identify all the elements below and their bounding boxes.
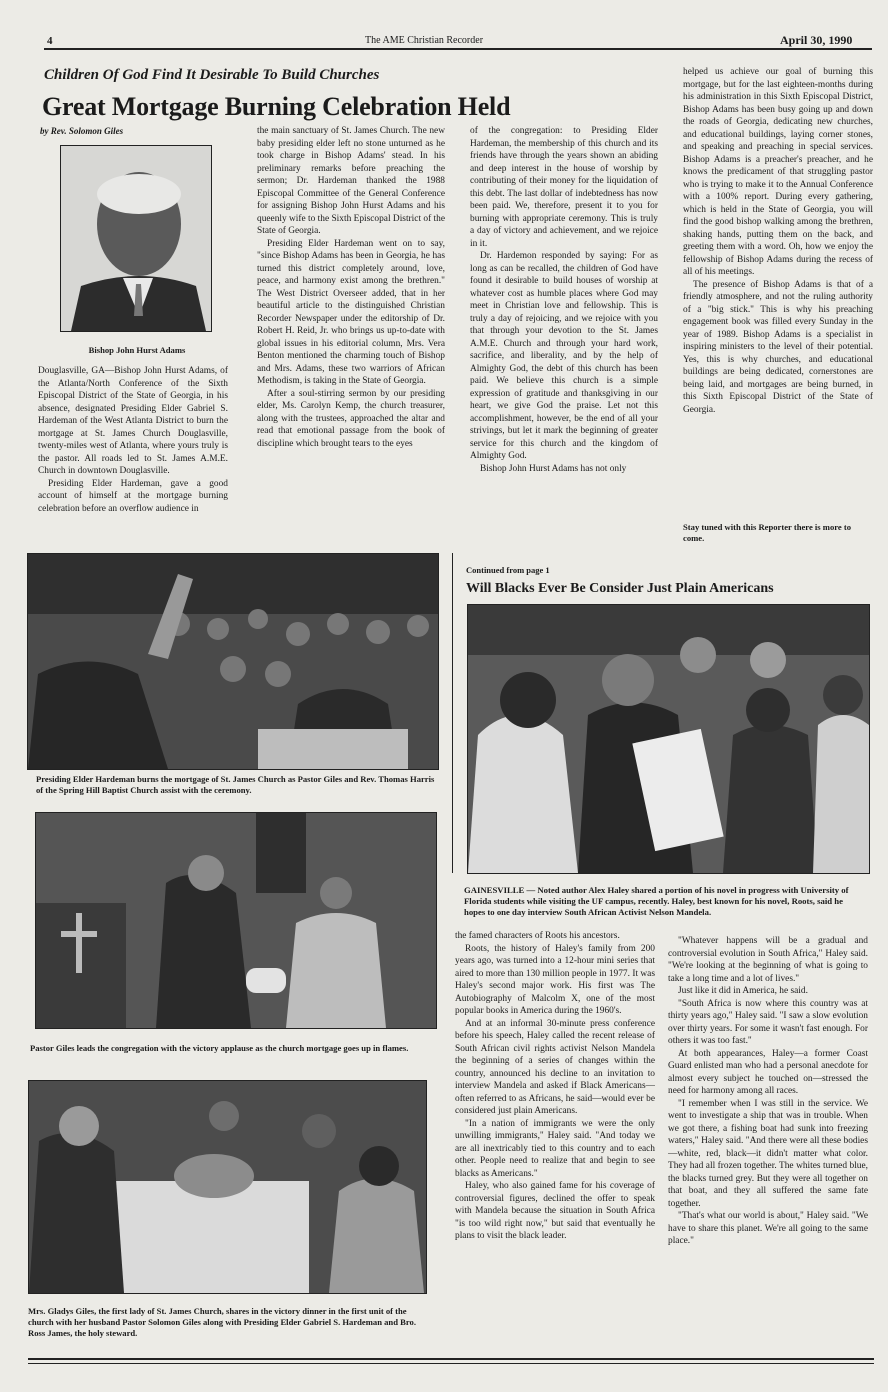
photo3-caption: Mrs. Gladys Giles, the first lady of St. James Church, shares in the victory dinner in the first unit of the church with her husband Pastor Solomon Giles along with Presiding Elder Gabriel S. Hardeman and Bro. Ross James, the holy steward.	[28, 1306, 416, 1338]
article2-headline: Will Blacks Ever Be Consider Just Plain Americans	[466, 581, 774, 596]
paragraph: Haley, who also gained fame for his coverage of controversial figures, declined the offer to speak with Mandela because the situation in South Africa "is too wild right now," but said that eventually he plans to visit the black leader.	[455, 1181, 655, 1241]
paragraph: helped us achieve our goal of burning this mortgage, but for the last eighteen-months during his administration in this Sixth Episcopal District, Bishop Adams has been busy going up and down the roads of Georgia, dedicating new churches, and educational buildings, laying corner stones, and speaking and preaching in special services. Bishop Adams is a preacher's preacher, and he knows the predicament of that struggling pastor who is trying to make it to the Annual Conference with a 100% report. During every gathering, which is held in the State of Georgia, you will find the good bishop walking among the brethren, shaking hands, putting them on the back, and greeting them with a word. Oh, how we enjoy the fellowship of Bishop Adams during the recess of all of his meetings.	[683, 67, 873, 277]
paragraph: "In a nation of immigrants we were the only unwilling immigrants," Haley said. "And today we are all inextricably tied to this country and to each other. People need to realize that and begin to see blacks as Americans."	[455, 1118, 655, 1179]
paragraph: "South Africa is now where this country was at thirty years ago," Haley said. "I saw a slow evolution over thirty years. For some it wasn't fast enough. For others it was too fast."	[668, 998, 868, 1046]
top-rule	[44, 48, 872, 50]
article2-photo-caption: GAINESVILLE — Noted author Alex Haley shared a portion of his novel in progress with University of Florida students while visiting the UF campus, recently. Haley, best known for his novel, Roots, said he hopes to one day interview South African Activist Nelson Mandela.	[464, 885, 849, 917]
page-number: 4	[47, 35, 53, 47]
photo1-caption: Presiding Elder Hardeman burns the mortgage of St. James Church as Pastor Giles and Rev. Thomas Harris of the Spring Hill Baptist Church assist with the ceremony.	[36, 774, 435, 795]
paragraph: Roots, the history of Haley's family from 200 years ago, was turned into a 12-hour mini series that aired to more than 130 million people in 1977. It was Haley's second major work. His first was The Autobiography of Malcolm X, one of the most popular books in America during the 1960's.	[455, 943, 655, 1016]
article1-column-2	[257, 125, 445, 543]
article1-column-4	[683, 66, 873, 506]
portrait-illustration	[61, 146, 211, 331]
paragraph: Bishop John Hurst Adams has not only	[480, 463, 627, 474]
paragraph: Just like it did in America, he said.	[678, 986, 808, 996]
haley-illustration	[468, 605, 869, 873]
paragraph: Presiding Elder Hardeman, gave a good account of himself at the mortgage burning celebration before an overflow audience in	[38, 478, 228, 514]
paragraph: Dr. Hardemon responded by saying: For as long as can be recalled, the children of God have found it desirable to build houses of worship at whatever cost as humble places where God may meet in Christian love and fellowship. This is truly a day of rejoicing, and we rejoice with you that through your devotion to the St. James A.M.E. Church and through your hard work, sacrifice, and liberality, and by the help of Almighty God, the debt of this church has been paid. We believe this church is a simple expression of gratitude and thanksgiving in our heart, we give God the praise. Let not this accomplishment, however, be the end of all your strivings, but let it mark the beginning of greater service for this church and the kingdom of Almighty God.	[470, 251, 658, 461]
paragraph: At both appearances, Haley—a former Coast Guard enlisted man who had a personal anecdote for almost every subject he touched on—stressed the need for harmony among all races.	[668, 1048, 868, 1096]
crowd-illustration	[28, 554, 438, 769]
alex-haley-photo	[467, 604, 870, 874]
dinner-illustration	[29, 1081, 426, 1293]
article1-headline: Great Mortgage Burning Celebration Held	[42, 92, 511, 121]
paragraph: "I remember when I was still in the service. We went to investigate a ship that was in trouble. When we got there, a fishing boat had sunk into freezing waters," Haley said. "And there were all these bodies—white, red, black—it didn't matter what color. They had all frozen together. The whites turned blue, the blacks turned grey. But they were all together on that boat, and they all suffered the same fate together.	[668, 1098, 868, 1209]
victory-applause-photo	[35, 812, 437, 1029]
article1-byline: by Rev. Solomon Giles	[40, 126, 124, 136]
continued-from-label: Continued from page 1	[466, 565, 550, 575]
paragraph: "Whatever happens will be a gradual and controversial evolution in South Africa," Haley said. "We're looking at the beginning of what is going to take a long time and a lot of lives."	[668, 936, 868, 984]
mortgage-burning-photo	[27, 553, 439, 770]
paragraph: Douglasville, GA—Bishop John Hurst Adams, of the Atlanta/North Conference of the Sixth Episcopal District of the State of Georgia, in his absence, designated Presiding Elder Gabriel S. Hardeman of the West Atlanta District to burn the mortgage at St. James Church Douglasville, twenty-miles west of Atlanta, where yours truly is the pastor. All roads led to St. James A.M.E. Church in downtown Douglasville.	[38, 366, 228, 476]
article1-column-3	[470, 125, 658, 550]
bottom-rule-thin	[28, 1363, 874, 1364]
portrait-caption: Bishop John Hurst Adams	[88, 345, 186, 355]
paragraph: of the congregation: to Presiding Elder Hardeman, the membership of this church and its friends have through the years shown an abiding and deep interest in the house of worship by contributing of their money for the liquidation of this debt. The last dollar of indebtedness has now been paid. We, therefore, present it to you for burning with appropriate ceremony. This is truly a day of victory and achievement, and we rejoice in it.	[470, 126, 658, 249]
paper-name: The AME Christian Recorder	[365, 35, 484, 46]
paragraph: Presiding Elder Hardeman went on to say, "since Bishop Adams has been in Georgia, he has turned this district completely around, love, peace, and harmony exist among the brethren." The West District Overseer added, that in her beautiful article to the distinguished Christian Recorder Newspaper under the editorship of Dr. Robert H. Reid, Jr. who brings us up-to-date with global issues in his editorial column, Mrs. Vera Benton mentioned the charming touch of Bishop and Mrs. Adams, these two warriors of African Methodism, is taking in the State of Georgia.	[257, 238, 445, 386]
bottom-rule	[28, 1358, 874, 1360]
paragraph: And at an informal 30-minute press conference before his speech, Haley called the recent release of South African civil rights activist Nelson Mandela the beginning of a series of changes within the country, announced his decline to an invitation to interview Mandela and asked if Black Americans—often referred to as Africans, he said—would ever be considered just plain Americans.	[455, 1018, 655, 1116]
article2-column-1	[455, 930, 655, 1355]
paragraph: The presence of Bishop Adams is that of a friendly atmosphere, and not the ruling authority of a "big stick." This is why his preaching engagement book was filled every Sunday in the year of 1989. Bishop Adams is a specialist in inspiring ministers to the level of their potential. Yes, this is why churches, and educational buildings are being dedicated, cornerstones are being laid, and mortgages are being burned, in this Sixth Episcopal District of the State of Georgia.	[683, 279, 873, 415]
paragraph: After a soul-stirring sermon by our presiding elder, Ms. Carolyn Kemp, the church treasurer, along with the trustees, approached the altar and read that emotional passage from the book of discipline which brought tears to the eyes	[257, 388, 445, 449]
bishop-portrait-photo	[60, 145, 212, 332]
paragraph: "That's what our world is about," Haley said. "We have to share this planet. We're all going to the same place."	[668, 1211, 868, 1246]
article2-box-left-rule	[452, 553, 453, 873]
victory-dinner-photo	[28, 1080, 427, 1294]
article1-column-1	[38, 365, 228, 540]
paragraph: the main sanctuary of St. James Church. The new baby presiding elder left no stone unturned as he took charge in Bishop Adams' stead. In his preliminary remarks before preaching the sermon; Dr. Hardeman thanked the 1988 Episcopal Committee of the General Conference for assigning Bishop John Hurst Adams and his queenly wife to the Sixth Episcopal District of the State of Georgia.	[257, 126, 445, 236]
applause-illustration	[36, 813, 436, 1028]
photo2-caption: Pastor Giles leads the congregation with the victory applause as the church mortgage goes up in flames.	[30, 1043, 409, 1053]
article1-kicker: Children Of God Find It Desirable To Build Churches	[44, 67, 380, 83]
article2-column-2	[668, 935, 868, 1355]
issue-date: April 30, 1990	[780, 33, 853, 47]
paragraph: the famed characters of Roots his ancestors.	[455, 931, 620, 941]
article1-sign-off: Stay tuned with this Reporter there is more to come.	[683, 522, 852, 543]
